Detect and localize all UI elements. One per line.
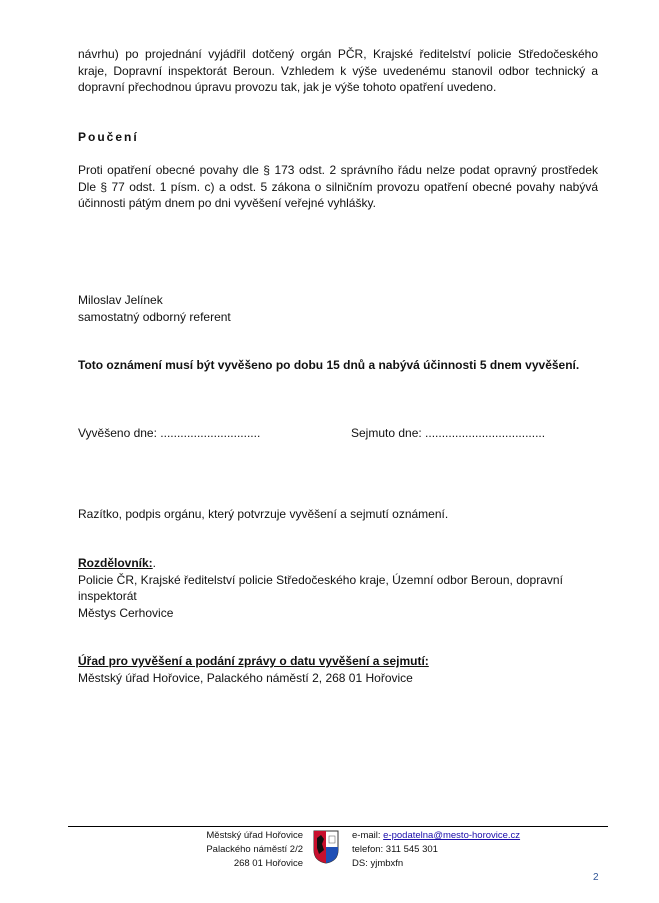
distribution-block (78, 555, 563, 621)
page-number: 2 (593, 872, 599, 883)
footer-address (150, 829, 303, 871)
office-address: Městský úřad Hořovice, Palackého náměstí 2, 268 01 Hořovice (78, 670, 413, 685)
pouceni-line-1: Proti opatření obecné povahy dle § 173 odst. 2 správního řádu nelze podat opravný prostředek (78, 163, 598, 177)
intro-line-2: kraje, Dopravní inspektorát Beroun. Vzhledem k výše uvedenému stanovil odbor technický a (78, 63, 598, 78)
stamp-note: Razítko, podpis orgánu, který potvrzuje vyvěšení a sejmutí oznámení. (78, 507, 449, 521)
footer-contact (352, 829, 520, 871)
pouceni-paragraph (78, 162, 598, 212)
footer-org: Městský úřad Hořovice (206, 830, 303, 841)
pouceni-line-3: účinnosti pátým dnem po dni vyvěšení veřejné vyhlášky. (78, 196, 376, 210)
signatory-title: samostatný odborný referent (78, 309, 231, 324)
footer-phone: telefon: 311 545 301 (352, 844, 438, 855)
distribution-heading: Rozdělovník: (78, 556, 153, 570)
intro-line-1: návrhu) po projednání vyjádřil dotčený orgán PČR, Krajské ředitelství policie Středočeského (78, 47, 598, 61)
pouceni-heading: Poučení (78, 130, 139, 144)
office-block (78, 653, 429, 686)
distribution-heading-suffix: . (152, 556, 157, 570)
intro-paragraph (78, 46, 598, 96)
posted-date-field: Vyvěšeno dne: .............................. (78, 426, 261, 440)
footer-city: 268 01 Hořovice (233, 858, 303, 869)
footer-email-link[interactable]: e-podatelna@mesto-horovice.cz (383, 830, 521, 841)
footer-email-label: e-mail: (352, 830, 384, 841)
pouceni-line-2: Dle § 77 odst. 1 písm. c) a odst. 5 zákona o silničním provozu opatření obecné povahy nabývá (78, 179, 598, 194)
distribution-heading-row (78, 555, 563, 572)
footer-street: Palackého náměstí 2/2 (206, 844, 303, 855)
intro-line-3: dopravní přechodnou úpravu provozu tak, jak je výše tohoto opatření uvedeno. (78, 80, 497, 94)
office-heading: Úřad pro vyvěšení a podání zprávy o datu vyvěšení a sejmutí: (78, 654, 429, 668)
footer-divider (68, 826, 608, 827)
signatory-block (78, 292, 231, 325)
town-crest-icon (313, 830, 339, 864)
footer-ds: DS: yjmbxfn (352, 858, 404, 869)
distribution-line-3: Městys Cerhovice (78, 605, 174, 620)
distribution-line-2: inspektorát (78, 589, 137, 603)
distribution-line-1: Policie ČR, Krajské ředitelství policie Středočeského kraje, Územní odbor Beroun, dopravní (78, 572, 563, 587)
posting-notice: Toto oznámení musí být vyvěšeno po dobu 15 dnů a nabývá účinnosti 5 dnem vyvěšení. (78, 358, 580, 372)
signatory-name: Miloslav Jelínek (78, 293, 163, 307)
removed-date-field: Sejmuto dne: .................................... (351, 426, 546, 440)
footer-email-row (352, 829, 520, 843)
